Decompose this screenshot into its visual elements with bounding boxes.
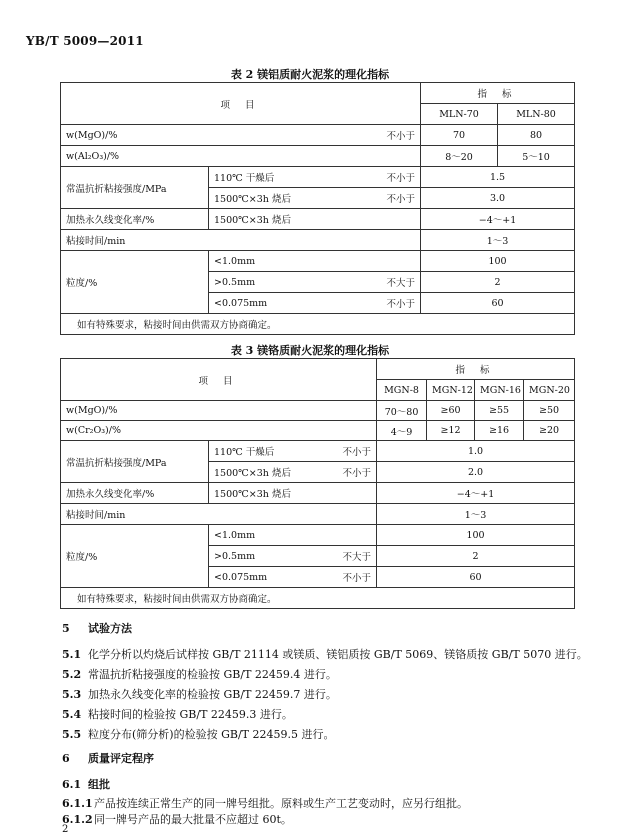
- table3-row-label: 粘接时间/min: [61, 504, 377, 525]
- table3-cell: 2.0: [377, 462, 575, 483]
- table3-row-label: w(MgO)/%: [61, 401, 377, 421]
- table3-cell: ≥60: [427, 401, 475, 421]
- table3-row-label: 加热永久线变化率/%: [61, 483, 209, 504]
- table3-row-cond: 不小于: [317, 441, 377, 462]
- table2-row-cond: 不大于: [317, 272, 421, 293]
- table2-grade: MLN-70: [421, 104, 498, 125]
- table3-cell: 100: [377, 525, 575, 546]
- table3-cell: −4～+1: [377, 483, 575, 504]
- table3-cell: ≥12: [427, 421, 475, 441]
- table3-row-cond: 不小于: [317, 462, 377, 483]
- table3-subitem: 1500℃×3h 烧后: [209, 483, 377, 504]
- table2-grade: MLN-80: [498, 104, 575, 125]
- table3-note: 如有特殊要求，粘接时间由供需双方协商确定。: [61, 588, 575, 609]
- section-5-3: 5.3 加热永久线变化率的检验按 GB/T 22459.7 进行。: [62, 688, 337, 701]
- table2-cell: 1～3: [421, 230, 575, 251]
- table3-subitem: 1500℃×3h 烧后: [209, 462, 317, 483]
- table3-cell: 1.0: [377, 441, 575, 462]
- section-5-5: 5.5 粒度分布(筛分析)的检验按 GB/T 22459.5 进行。: [62, 728, 335, 741]
- table2-cell: −4～+1: [421, 209, 575, 230]
- table2-note: 如有特殊要求，粘接时间由供需双方协商确定。: [61, 314, 575, 335]
- table2-subitem: 1500℃×3h 烧后: [209, 209, 421, 230]
- table3-row-cond: 不小于: [317, 567, 377, 588]
- table3-subitem: 110℃ 干燥后: [209, 441, 317, 462]
- table2-row-label: 粒度/%: [61, 251, 209, 314]
- table2-cell: 70: [421, 125, 498, 146]
- table2-cell: 60: [421, 293, 575, 314]
- table2: [60, 82, 575, 335]
- section-6-1-1: 6.1.1产品按连续正常生产的同一牌号组批。原料或生产工艺变动时，应另行组批。: [62, 797, 468, 810]
- table2-subitem: >0.5mm: [209, 272, 317, 293]
- table3-index-header: 指 标: [377, 359, 575, 380]
- table3-cell: 1～3: [377, 504, 575, 525]
- table2-subitem: 110℃ 干燥后: [209, 167, 317, 188]
- table2-row-label: 常温抗折粘接强度/MPa: [61, 167, 209, 209]
- table3-grade: MGN-20: [524, 380, 575, 401]
- table2-cell: 100: [421, 251, 575, 272]
- table2-caption: 表 2 镁铝质耐火泥浆的理化指标: [230, 68, 390, 81]
- section-6-heading: 6 质量评定程序: [62, 752, 154, 765]
- table3-cell: ≥50: [524, 401, 575, 421]
- table3-row-label: 粒度/%: [61, 525, 209, 588]
- section-5-1: 5.1 化学分析以灼烧后试样按 GB/T 21114 或镁质、镁铝质按 GB/T 5069、镁铬质按 GB/T 5070 进行。: [62, 648, 588, 661]
- page-number: 2: [62, 824, 69, 835]
- table3-cell: ≥55: [475, 401, 524, 421]
- table2-cell: 5～10: [498, 146, 575, 167]
- table2-row-cond: 不小于: [317, 125, 421, 146]
- table2-subitem: 1500℃×3h 烧后: [209, 188, 317, 209]
- table2-row-label: 加热永久线变化率/%: [61, 209, 209, 230]
- table3-cell: ≥20: [524, 421, 575, 441]
- section-6-1-2: 6.1.2同一牌号产品的最大批量不应超过 60t。: [62, 813, 292, 826]
- table3-cell: 70～80: [377, 401, 427, 421]
- table2-row-cond: [317, 251, 421, 272]
- table2-row-label: w(MgO)/%: [61, 125, 317, 146]
- table3-row-cond: [317, 525, 377, 546]
- section-5-2: 5.2 常温抗折粘接强度的检验按 GB/T 22459.4 进行。: [62, 668, 337, 681]
- table3-subitem: <1.0mm: [209, 525, 317, 546]
- table3-caption: 表 3 镁铬质耐火泥浆的理化指标: [230, 344, 390, 357]
- table2-cell: 8～20: [421, 146, 498, 167]
- table3-cell: ≥16: [475, 421, 524, 441]
- table2-row-label: 粘接时间/min: [61, 230, 421, 251]
- table3: [60, 358, 575, 609]
- table2-cell: 1.5: [421, 167, 575, 188]
- document-code: YB/T 5009—2011: [26, 34, 144, 48]
- table3-cell: 2: [377, 546, 575, 567]
- section-5-heading: 5 试验方法: [62, 622, 132, 635]
- table2-subitem: <1.0mm: [209, 251, 317, 272]
- table3-subitem: >0.5mm: [209, 546, 317, 567]
- table3-grade: MGN-16: [475, 380, 524, 401]
- table2-subitem: <0.075mm: [209, 293, 317, 314]
- table3-cell: 4～9: [377, 421, 427, 441]
- table3-grade: MGN-8: [377, 380, 427, 401]
- table3-subitem: <0.075mm: [209, 567, 317, 588]
- table3-cell: 60: [377, 567, 575, 588]
- section-5-4: 5.4 粘接时间的检验按 GB/T 22459.3 进行。: [62, 708, 293, 721]
- table2-row-cond: 不小于: [317, 188, 421, 209]
- table3-row-label: w(Cr₂O₃)/%: [61, 421, 377, 441]
- table2-row-cond: 不小于: [317, 293, 421, 314]
- table2-cell: 80: [498, 125, 575, 146]
- table3-row-label: 常温抗折粘接强度/MPa: [61, 441, 209, 483]
- table2-index-header: 指 标: [421, 83, 575, 104]
- table2-row-cond: 不小于: [317, 167, 421, 188]
- table2-item-header: 项 目: [61, 83, 421, 125]
- table2-row-label: w(Al₂O₃)/%: [61, 146, 421, 167]
- table3-item-header: 项 目: [61, 359, 377, 401]
- table3-row-cond: 不大于: [317, 546, 377, 567]
- table2-cell: 2: [421, 272, 575, 293]
- table3-grade: MGN-12: [427, 380, 475, 401]
- section-6-1-heading: 6.1 组批: [62, 778, 110, 791]
- table2-cell: 3.0: [421, 188, 575, 209]
